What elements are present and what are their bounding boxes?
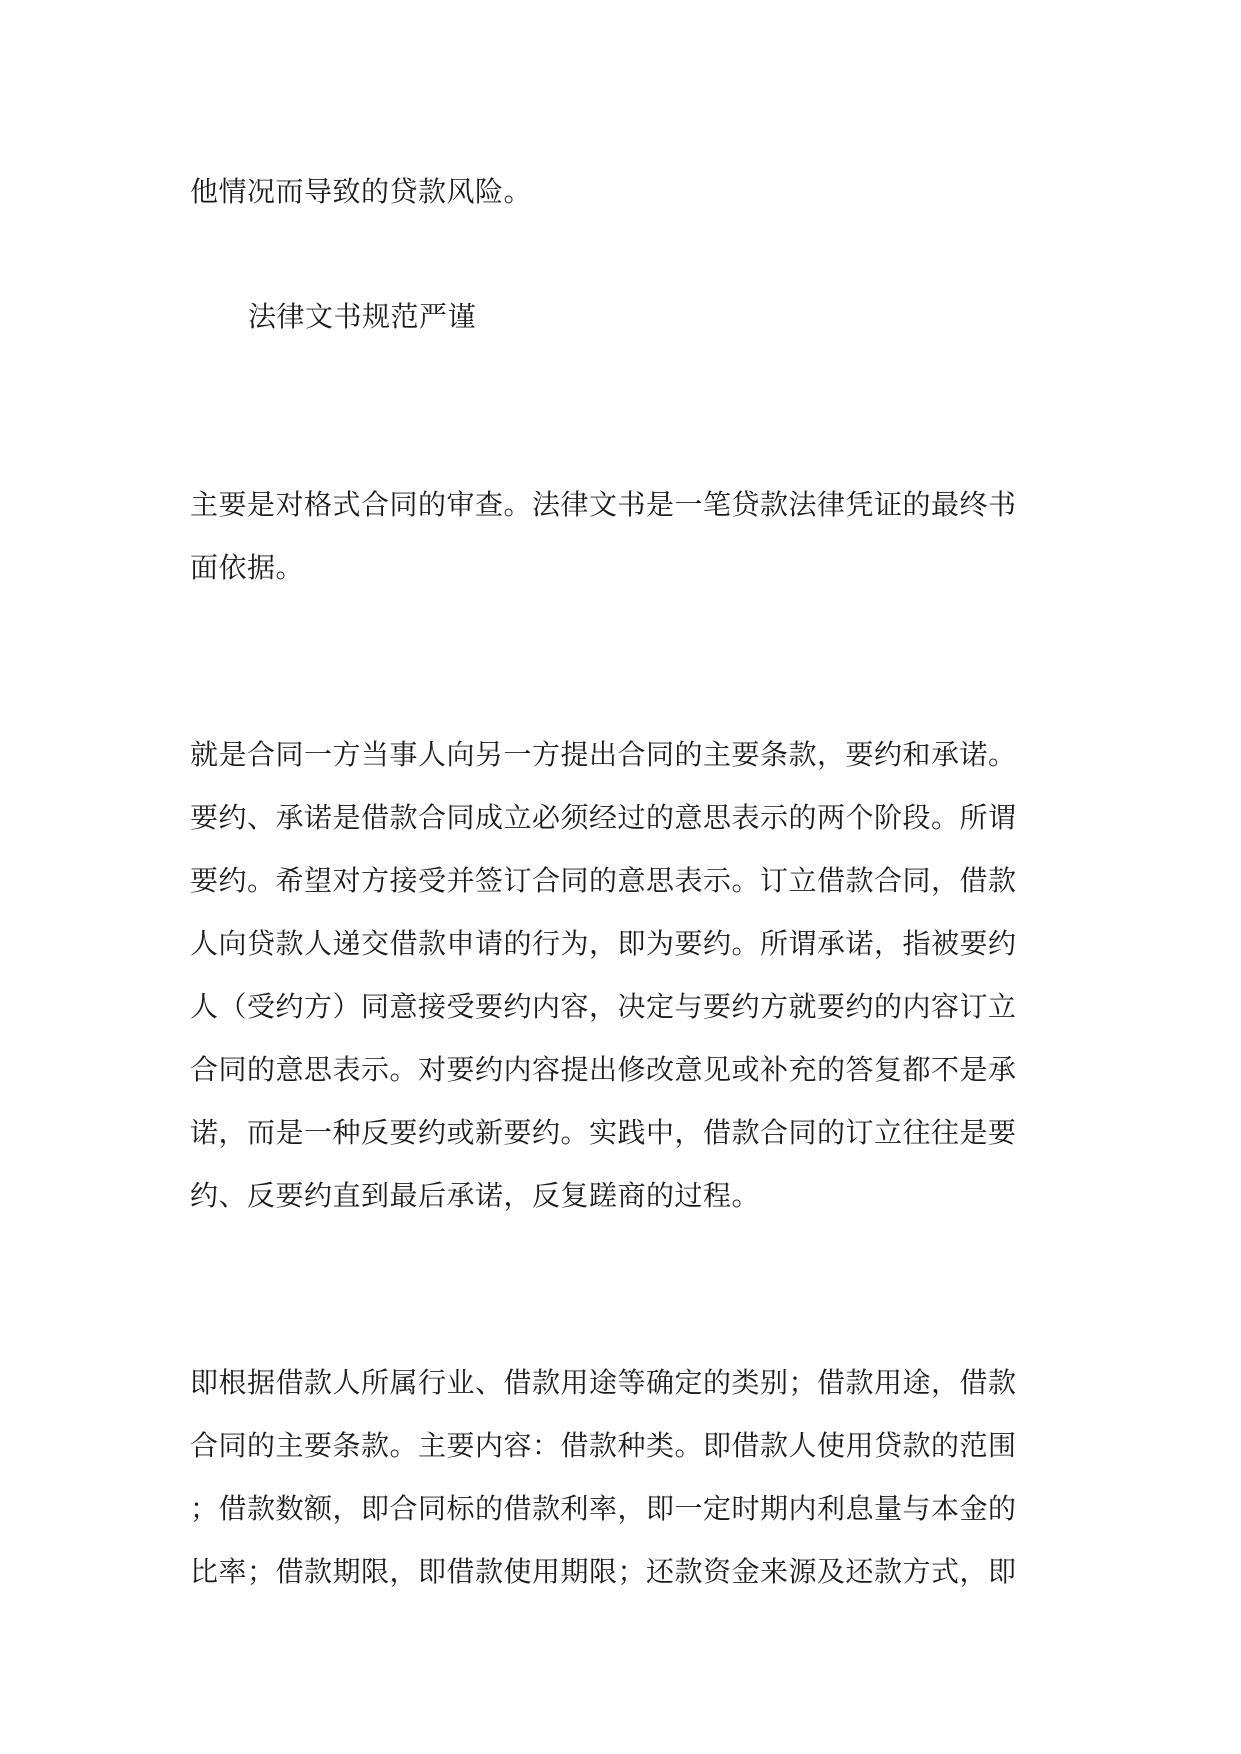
paragraph-line: 约、反要约直到最后承诺，反复蹉商的过程。 [190, 1179, 761, 1212]
paragraph-line: 他情况而导致的贷款风险。 [190, 175, 533, 208]
paragraph-line: 合同的主要条款。主要内容：借款种类。即借款人使用贷款的范围 [190, 1429, 1017, 1462]
paragraph-line: 合同的意思表示。对要约内容提出修改意见或补充的答复都不是承 [190, 1053, 1017, 1086]
paragraph-line: 要约、承诺是借款合同成立必须经过的意思表示的两个阶段。所谓 [190, 801, 1017, 834]
paragraph-line: 要约。希望对方接受并签订合同的意思表示。订立借款合同，借款 [190, 864, 1017, 897]
paragraph-line: 人向贷款人递交借款申请的行为，即为要约。所谓承诺，指被要约 [190, 927, 1017, 960]
paragraph-line: 诺，而是一种反要约或新要约。实践中，借款合同的订立往往是要 [190, 1116, 1017, 1149]
paragraph-line: 主要是对格式合同的审查。法律文书是一笔贷款法律凭证的最终书 [190, 488, 1017, 521]
paragraph-line: 比率；借款期限，即借款使用期限；还款资金来源及还款方式，即 [190, 1555, 1017, 1588]
paragraph-line: 就是合同一方当事人向另一方提出合同的主要条款，要约和承诺。 [190, 738, 1017, 771]
paragraph-line: 面依据。 [190, 551, 305, 584]
paragraph-line: 人（受约方）同意接受要约内容，决定与要约方就要约的内容订立 [190, 990, 1017, 1023]
paragraph-line: 即根据借款人所属行业、借款用途等确定的类别；借款用途，借款 [190, 1366, 1017, 1399]
paragraph-line: ；借款数额，即合同标的借款利率，即一定时期内利息量与本金的 [190, 1492, 1017, 1525]
section-heading: 法律文书规范严谨 [248, 300, 477, 333]
